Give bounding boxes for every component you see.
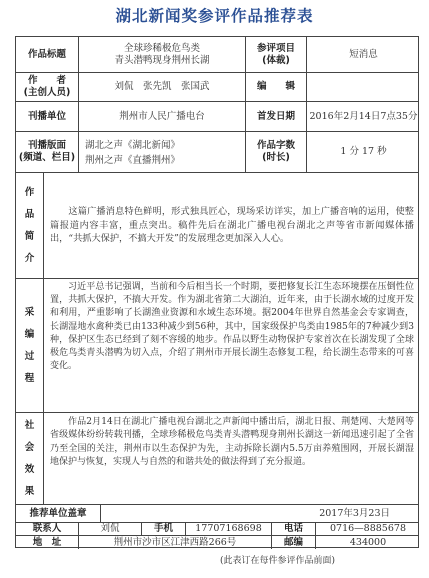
row-contact [16,523,418,536]
intro-label-char: 品 [24,208,35,220]
process-text: 习近平总书记强调，当前和今后相当长一个时期，要把修复长江生态环境摆在压倒性位置，共抓大保护，不搞大开发。作为湖北省第二大湖泊，近年来，由于长湖水域的过度开发和利用，严重影响了长湖渔业资源和水域生态环境。据2004年世界自然基金会专家调查，长湖湿地水禽种类已由133种减少到56种，其中，国家级保护鸟类由1985年的7种减少到3种，保护区生态已经到了刻不容缓的地步。作品以野生动物保护专家首次在长湖发现了全球极危鸟类青头潜鸭为切入点，介绍了荆州市开展长湖生态修复工程，给长湖生态带来的可喜变化。 [50,282,414,372]
row-work-title [16,37,418,73]
effect-label [16,413,44,504]
row-process [16,279,418,413]
page-title: 湖北新闻奖参评作品推荐表 [115,7,314,25]
footnote: (此表订在每件参评作品前面) [220,556,336,566]
work-title-line1: 全球珍稀极危鸟类 [123,42,200,54]
category-label-line1: 参评项目 [256,42,295,54]
effect-label-char: 社 [24,419,35,431]
zip-label: 邮编 [272,536,316,549]
layout-value [79,132,246,172]
length-label-line2: (时长) [262,152,290,163]
process-label-char: 编 [24,328,35,340]
length-label-line1: 作品字数 [256,140,295,151]
author-label [16,73,79,101]
zip-value: 434000 [349,536,387,548]
layout-label-line2: (频道、栏目) [18,152,76,163]
editor-value [307,73,420,101]
category-label [246,37,307,72]
intro-label-char: 简 [24,230,35,242]
phone-value: 17707168698 [186,523,272,535]
address-value: 荆州市沙市区江津西路266号 [79,536,272,549]
intro-text: 这篇广播消息特色鲜明，形式独具匠心，现场采访详实，加上广播音响的运用，使整篇报道内容丰富，重点突出。稿件先后在湖北广播电视台湖北之声等省市新闻媒体播出，“共抓大保护，不搞大开发”的发展理念更加深入人心。 [50,206,414,245]
effect-label-char: 会 [24,441,35,453]
first-release-value: 2016年2月14日7点35分 [309,110,418,122]
recommender-date: 2017年3月23日 [319,507,390,519]
process-content [44,279,420,412]
intro-label [16,173,44,278]
tel-label: 电话 [272,523,316,535]
layout-label [16,132,79,172]
row-effect [16,413,418,505]
work-title-value [79,37,246,72]
process-label-char: 过 [24,350,35,362]
category-label-line2: (体裁) [262,54,290,66]
layout-value-line2: 荆州之声《直播荆州》 [85,155,181,166]
contact-value: 刘侃 [79,523,142,535]
row-layout [16,132,418,173]
recommendation-form [15,36,419,548]
effect-label-char: 果 [24,485,35,497]
contact-label: 联系人 [16,523,79,535]
effect-text: 作品2月14日在湖北广播电视台湖北之声新闻中播出后，湖北日报、荆楚网、大楚网等省级媒体纷纷转载刊播，全球珍稀极危鸟类青头潜鸭现身荆州长湖这一新闻迅速引起了全省乃至全国的关注，荆州市以生态保护为先，主动拆除长湖内5.5万亩养殖围网，开展长湖湿地保护与恢复，实现人与自然的和谐共处的做法得到了充分报道。 [50,417,414,468]
intro-label-char: 作 [24,186,35,198]
author-value: 刘侃 张先凯 张国武 [79,73,246,101]
intro-label-char: 介 [24,252,35,264]
address-label: 地 址 [16,536,79,549]
recommender-label: 推荐单位盖章 [16,505,101,522]
phone-label: 手机 [142,523,186,535]
layout-label-line1: 刊播版面 [27,140,66,151]
first-release-label: 首发日期 [246,102,307,131]
work-title-label: 作品标题 [16,37,79,72]
publisher-label: 刊播单位 [16,102,79,131]
effect-label-char: 效 [24,463,35,475]
row-intro [16,173,418,279]
row-author [16,73,418,102]
length-value: 1 分 17 秒 [340,146,387,157]
category-value: 短消息 [349,48,378,60]
tel-value: 0716—8885678 [330,523,406,534]
process-label [16,279,44,412]
publisher-value: 荆州市人民广播电台 [79,102,246,131]
length-label [246,132,307,172]
work-title-line2: 青头潜鸭现身荆州长湖 [114,54,210,66]
effect-content [44,413,420,504]
row-recommender [16,505,418,523]
row-address [16,536,418,549]
process-label-char: 采 [24,306,35,318]
layout-value-line1: 湖北之声《湖北新闻》 [85,140,181,151]
intro-content [44,173,420,278]
process-label-char: 程 [24,372,35,384]
editor-label: 编 辑 [246,73,307,101]
row-publisher [16,102,418,132]
author-label-line2: (主创人员) [23,87,71,98]
author-label-line1: 作 者 [27,75,66,86]
